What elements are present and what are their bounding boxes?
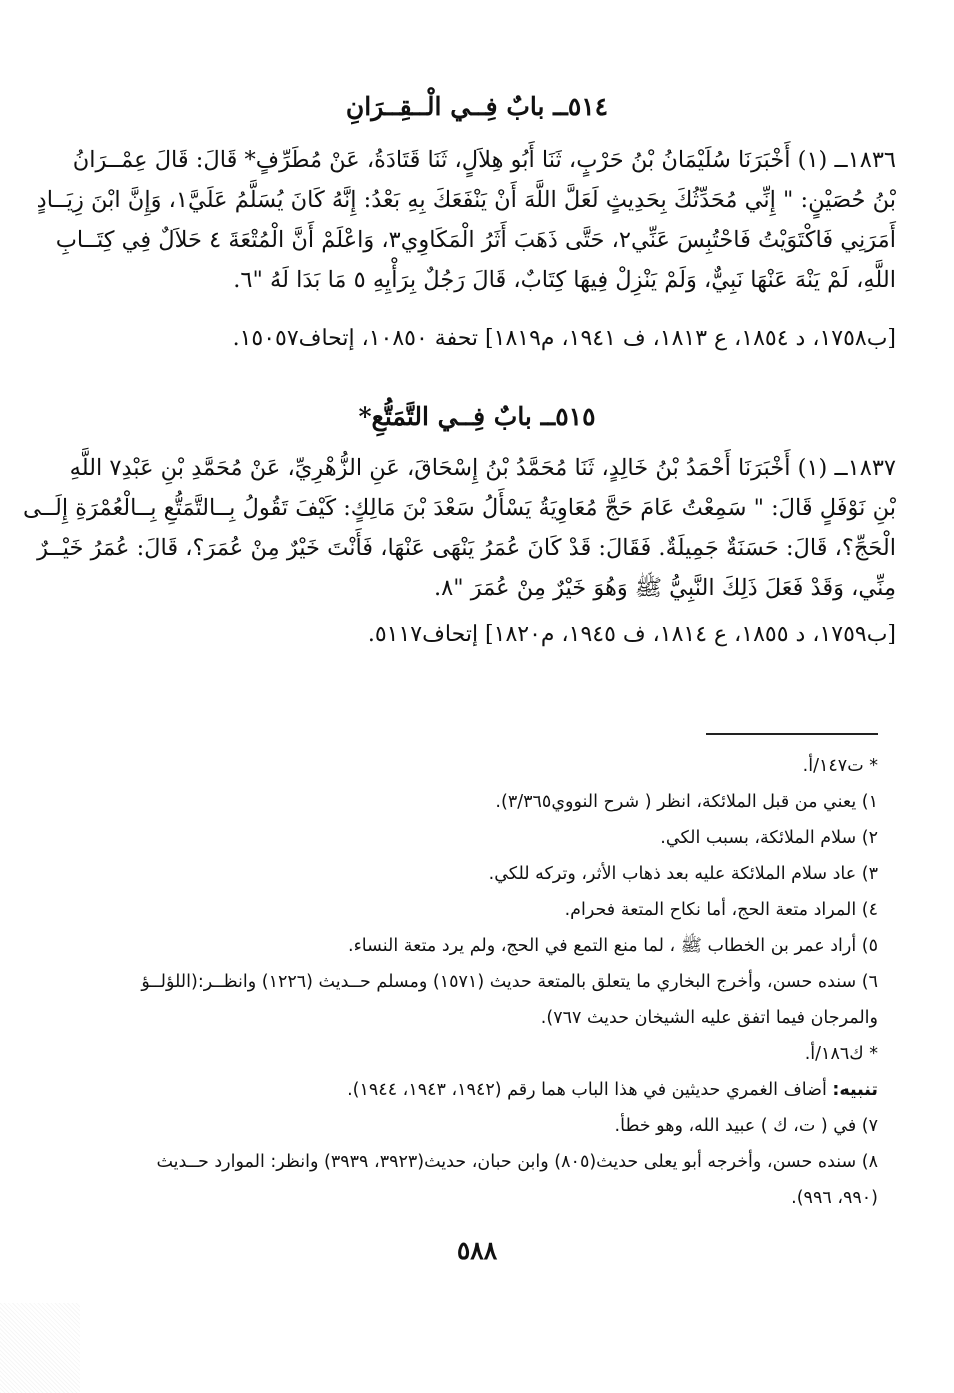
hadith-line: مِنِّي، وَقَدْ فَعَلَ ذَلِكَ النَّبِيُّ ﷺ وَهُوَ خَيْرٌ مِنْ عُمَرَ "٨. bbox=[433, 575, 896, 601]
footnote-item: ٥) أراد عمر بن الخطاب ﷺ ، لما منع التمع في الحج، ولم يرد متعة النساء. bbox=[348, 936, 878, 956]
hadith-line: ١٨٣٦ــ (١) أَخْبَرَنَا سُلَيْمَانُ بْنُ حَرْبٍ، ثَنَا أَبُو هِلاَلٍ، ثَنَا قَتَادَةُ، عَنْ مُطَرِّفٍ* قَالَ: قَالَ عِمْــرَانُ bbox=[72, 147, 896, 173]
footnote-item: ٣) عاد سلام الملائكة عليه بعد ذهاب الأثر، وتركه للكي. bbox=[488, 864, 878, 884]
hadith-line: بْنُ حُصَيْنٍ: " إِنِّي مُحَدِّثُكَ بِحَدِيثٍ لَعَلَّ اللَّهَ أَنْ يَنْفَعَكَ بِهِ بَعْدُ: إِنَّهُ كَانَ يُسَلَّمُ عَلَيَّ١، وَإِنَّ ابْنَ زِيَــادٍ bbox=[36, 187, 896, 213]
hadith-line: اللَّهِ، لَمْ يَنْهَ عَنْهَا نَبِيٌّ، وَلَمْ يَنْزِلْ فِيهَا كِتَابٌ، قَالَ رَجُلٌ بِرَأْيِهِ ٥ مَا بَدَا لَهُ "٦. bbox=[233, 267, 896, 293]
hadith-line: أَمَرَنِي فَاكْتَوَيْتُ فَاحْتُبِسَ عَنِّي٢، حَتَّى ذَهَبَ أَثَرُ الْمَكَاوِي٣، وَاعْلَمْ أَنَّ الْمُتْعَةَ ٤ حَلاَلٌ فِي كِتَــابِ bbox=[55, 227, 896, 253]
footnote-item: ٨) سنده حسن، وأخرجه أبو يعلى حديث(٨٠٥) وابن حبان، حديث(٣٩٢٣، ٣٩٣٩) وانظر: الموارد حــديث bbox=[156, 1152, 878, 1172]
scan-noise bbox=[0, 1303, 80, 1393]
hadith-1836-references: [ب١٧٥٨، د ١٨٥٤، ع ١٨١٣، ف ١٩٤١، م١٨١٩] تحفة ١٠٨٥٠، إتحاف١٥٠٥٧. bbox=[232, 326, 896, 351]
note-lead: تنبيه: bbox=[832, 1080, 878, 1100]
hadith-line: ١٨٣٧ــ (١) أَخْبَرَنَا أَحْمَدُ بْنُ خَالِدٍ، ثَنَا مُحَمَّدُ بْنُ إِسْحَاقَ، عَنِ الزُّهْرِيِّ، عَنْ مُحَمَّدِ بْنِ عَبْدِ٧ اللَّهِ bbox=[69, 455, 896, 481]
footnote-item: ٦) سنده حسن، وأخرج البخاري ما يتعلق بالمتعة حديث (١٥٧١) ومسلم حــديث (١٢٢٦) وانظــر:(اللؤلــؤ bbox=[141, 972, 878, 992]
hadith-1837-references: [ب١٧٥٩، د ١٨٥٥، ع ١٨١٤، ف ١٩٤٥، م١٨٢٠] إتحاف٥١١٧. bbox=[367, 622, 896, 647]
hadith-line: الْحَجِّ؟، قَالَ: حَسَنَةٌ جَمِيلَةٌ. فَقَالَ: قَدْ كَانَ عُمَرُ يَنْهَى عَنْهَا، فَأَنْتَ خَيْرٌ مِنْ عُمَرَ؟، قَالَ: عُمَرُ خَيْــرٌ bbox=[37, 535, 896, 561]
footnote-item: ٢) سلام الملائكة، بسبب الكي. bbox=[660, 828, 878, 848]
footnote-item: * ت١٤٧/أ. bbox=[802, 756, 878, 776]
section-title-tamattu: ٥١٥ــ بابٌ فِــي التَّمَتُّعِ* bbox=[358, 402, 596, 431]
footnote-item: (٩٩٠، ٩٩٦). bbox=[791, 1188, 878, 1208]
note-item bbox=[70, 1072, 878, 1108]
section-title-qiran: ٥١٤ــ بابٌ فِــي الْــقِــرَانِ bbox=[345, 92, 609, 121]
hadith-line: بْنِ نَوْفَلٍ قَالَ: " سَمِعْتُ عَامَ حَجَّ مُعَاوِيَةُ يَسْأَلُ سَعْدَ بْنَ مَالِكٍ: كَيْفَ تَقُولُ بِــالتَّمَتُّعِ بِــالْعُمْرَةِ إِلَــى bbox=[23, 495, 896, 521]
footnote-item: ١) يعني من قبل الملائكة، انظر ( شرح النووي٣/٣٦٥). bbox=[495, 792, 878, 812]
hadith-1837 bbox=[23, 448, 896, 608]
note-text: أضاف الغمري حديثين في هذا الباب هما رقم (١٩٤٢، ١٩٤٣، ١٩٤٤). bbox=[347, 1080, 833, 1100]
footnote-item: ٧) في ( ت، ك ) عبيد الله، وهو خطأ. bbox=[614, 1116, 878, 1136]
hadith-1836 bbox=[36, 140, 896, 300]
footnote-item: والمرجان فيما اتفق عليه الشيخان حديث ٧٦٧). bbox=[540, 1008, 878, 1028]
footnote-item: * ك١٨٦/أ. bbox=[804, 1044, 878, 1064]
footnote-item: ٤) المراد متعة الحج، أما نكاح المتعة فحرام. bbox=[564, 900, 878, 920]
footnotes bbox=[70, 748, 878, 1216]
page-number: ٥٨٨ bbox=[456, 1236, 498, 1265]
footnote-separator bbox=[706, 733, 878, 735]
